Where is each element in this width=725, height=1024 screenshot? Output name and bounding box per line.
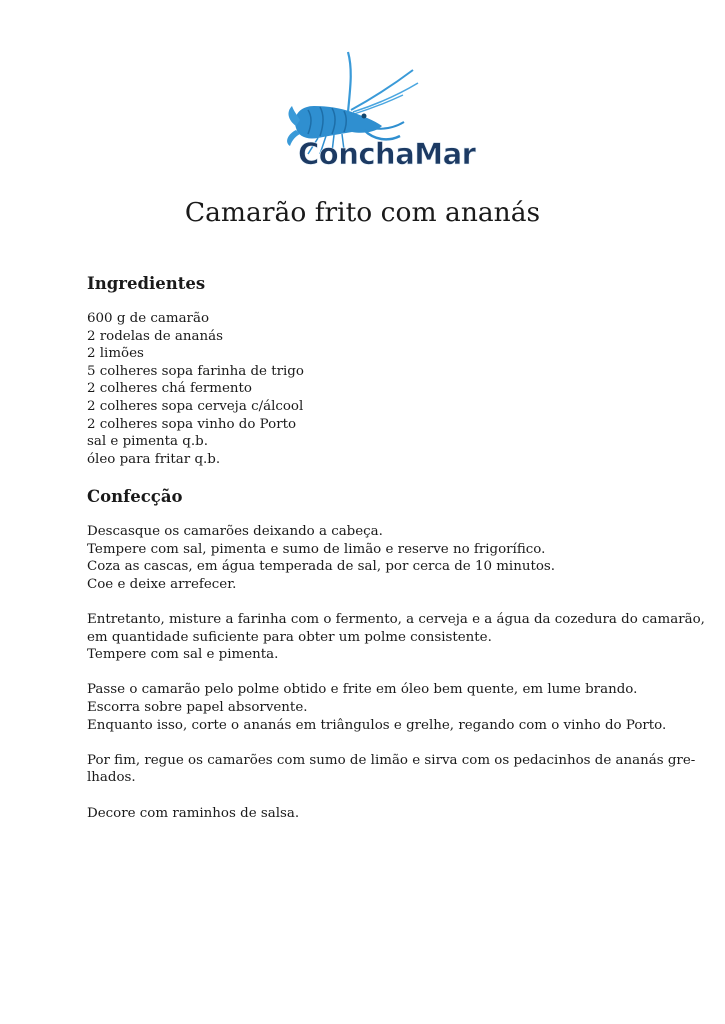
- method-line: Escorra sobre papel absorvente.: [87, 699, 308, 715]
- ingredient-item: 2 colheres chá fermento: [87, 381, 252, 397]
- method-paragraph: [87, 523, 667, 593]
- method-line: Entretanto, misture a farinha com o fermento, a cerveja e a água da cozedura do camarão,: [87, 611, 705, 627]
- method-line: Decore com raminhos de salsa.: [87, 805, 300, 821]
- ingredient-item: 2 colheres sopa cerveja c/álcool: [87, 398, 304, 414]
- method-line: Descasque os camarões deixando a cabeça.: [87, 524, 383, 539]
- brand-text: ConchaMar: [298, 137, 476, 171]
- method-paragraph: [87, 752, 696, 787]
- ingredient-item: 2 limões: [87, 346, 144, 362]
- method-line: em quantidade suficiente para obter um polme consistente.: [87, 629, 492, 645]
- ingredient-list: [87, 310, 304, 468]
- ingredient-item: óleo para fritar q.b.: [87, 451, 221, 467]
- method-paragraph: [87, 611, 705, 664]
- method-heading: Confecção: [87, 487, 183, 506]
- method-line: Por fim, regue os camarões com sumo de limão e sirva com os pedacinhos de ananás gre-: [87, 752, 696, 768]
- brand-logo: [278, 50, 476, 175]
- ingredient-item: sal e pimenta q.b.: [87, 434, 208, 450]
- method-line: Tempere com sal e pimenta.: [87, 647, 279, 663]
- ingredients-heading: Ingredientes: [87, 274, 206, 293]
- method-text: [87, 523, 705, 840]
- ingredient-item: 5 colheres sopa farinha de trigo: [87, 363, 304, 379]
- page-title: Camarão frito com ananás: [184, 197, 541, 228]
- method-paragraph: [87, 805, 667, 823]
- method-line: Coza as cascas, em água temperada de sal, por cerca de 10 minutos.: [87, 559, 556, 575]
- method-line: Tempere com sal, pimenta e sumo de limão e reserve no frigorífico.: [87, 541, 546, 557]
- method-line: Coe e deixe arrefecer.: [87, 576, 237, 592]
- method-line: lhados.: [87, 770, 136, 786]
- ingredient-item: 2 rodelas de ananás: [87, 328, 223, 344]
- shrimp-icon: [278, 50, 476, 175]
- method-line: Passe o camarão pelo polme obtido e frite em óleo bem quente, em lume brando.: [87, 682, 638, 698]
- method-line: Enquanto isso, corte o ananás em triângulos e grelhe, regando com o vinho do Porto.: [87, 717, 667, 733]
- method-paragraph: [87, 681, 667, 734]
- ingredient-item: 600 g de camarão: [87, 311, 210, 326]
- ingredient-item: 2 colheres sopa vinho do Porto: [87, 416, 297, 432]
